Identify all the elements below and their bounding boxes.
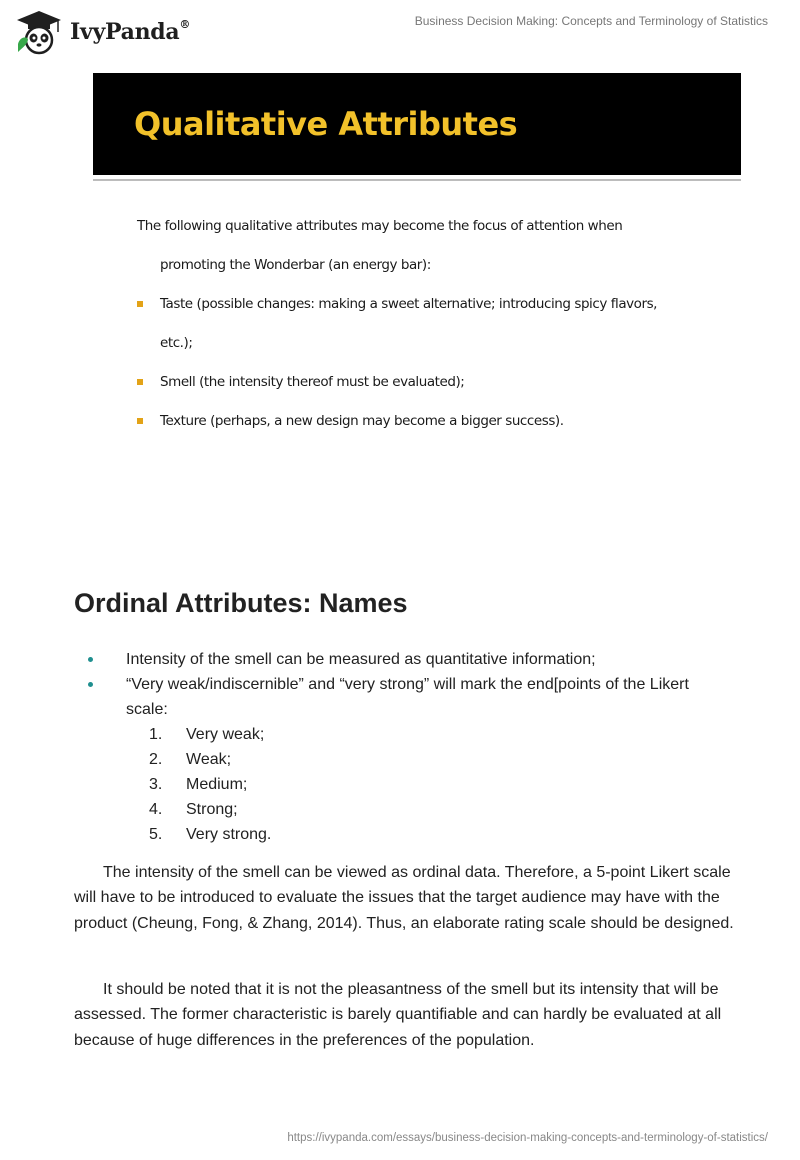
body-paragraph: The intensity of the smell can be viewed as ordinal data. Therefore, a 5-point Likert scale will have to be introduced to evaluate the issues that the target audience may have with the product (Cheung, Fong, & Zhang, 2014). Thus, an elaborate rating scale should be designed. <box>74 864 734 932</box>
document-title: Business Decision Making: Concepts and Terminology of Statistics <box>414 14 768 28</box>
likert-label: Very weak; <box>186 726 265 743</box>
likert-label: Weak; <box>186 751 232 768</box>
slide-title-banner <box>93 73 741 175</box>
likert-item <box>149 822 734 847</box>
slide-bullet-taste <box>137 294 727 333</box>
likert-item <box>149 747 734 772</box>
square-bullet-icon <box>137 418 143 424</box>
list-item-text: Intensity of the smell can be measured as quantitative information; <box>126 651 596 668</box>
list-item-text: “Very weak/indiscernible” and “very strong” will mark the end[points of the Likert scale: <box>126 676 689 718</box>
slide-intro-line: promoting the Wonderbar (an energy bar): <box>160 257 431 273</box>
slide-divider <box>93 179 741 181</box>
likert-item <box>149 772 734 797</box>
likert-label: Medium; <box>186 776 248 793</box>
section-heading: Ordinal Attributes: Names <box>74 588 408 618</box>
presentation-slide <box>93 73 741 489</box>
likert-number: 4. <box>149 801 163 818</box>
likert-number: 1. <box>149 726 163 743</box>
bullet-list <box>74 647 734 847</box>
square-bullet-icon <box>137 379 143 385</box>
likert-scale-list <box>149 722 734 847</box>
slide-bullet-continuation: etc.); <box>160 335 193 351</box>
bullet-dot-icon <box>88 657 93 662</box>
brand-logo[interactable] <box>14 8 190 56</box>
slide-body <box>137 216 727 450</box>
bullet-dot-icon <box>88 682 93 687</box>
list-item <box>74 647 734 672</box>
likert-item <box>149 722 734 747</box>
slide-bullet-text: Smell (the intensity thereof must be evaluated); <box>160 374 465 390</box>
square-bullet-icon <box>137 301 143 307</box>
slide-title: Qualitative Attributes <box>134 105 518 143</box>
likert-number: 5. <box>149 826 163 843</box>
slide-intro-line: The following qualitative attributes may become the focus of attention when <box>137 218 623 234</box>
brand-name: IvyPanda® <box>70 17 191 45</box>
body-paragraph: It should be noted that it is not the pleasantness of the smell but its intensity that will be assessed. The former characteristic is barely quantifiable and can hardly be evaluated at all because of huge differences in the preferences of the population. <box>74 981 722 1049</box>
slide-bullet-text: Texture (perhaps, a new design may become a bigger success). <box>160 413 564 429</box>
list-item <box>74 672 734 722</box>
likert-number: 2. <box>149 751 163 768</box>
source-url[interactable]: https://ivypanda.com/essays/business-decision-making-concepts-and-terminology-of-statistics/ <box>287 1132 768 1144</box>
likert-label: Very strong. <box>186 826 272 843</box>
slide-bullet-text: Taste (possible changes: making a sweet alternative; introducing spicy flavors, <box>160 296 658 312</box>
slide-bullet-texture <box>137 411 727 450</box>
likert-number: 3. <box>149 776 163 793</box>
likert-label: Strong; <box>186 801 238 818</box>
slide-bullet-smell <box>137 372 727 411</box>
panda-graduate-icon <box>14 8 64 56</box>
likert-item <box>149 797 734 822</box>
